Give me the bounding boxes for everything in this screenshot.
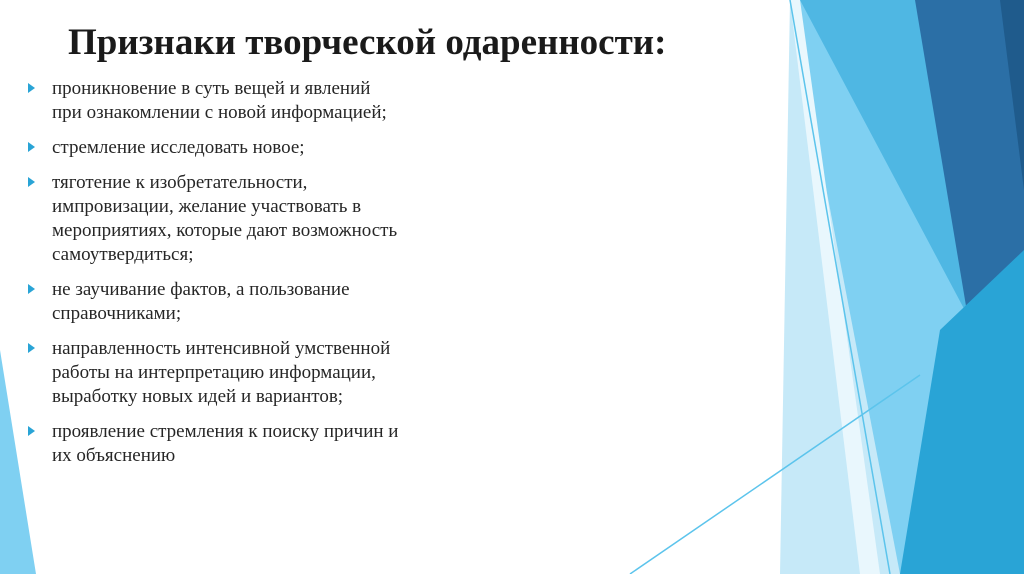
list-item: [28, 136, 468, 160]
list-item: [28, 171, 468, 267]
list-item: [28, 337, 468, 409]
list-item: [28, 77, 468, 125]
list-item-text: не заучивание фактов, а пользование справочниками;: [52, 279, 350, 324]
list-item: [28, 278, 468, 326]
bullet-list: [28, 77, 468, 479]
triangle-right-icon: [28, 343, 35, 353]
triangle-right-icon: [28, 426, 35, 436]
triangle-right-icon: [28, 284, 35, 294]
triangle-right-icon: [28, 177, 35, 187]
list-item-text: тяготение к изобретательности, импровизации, желание участвовать в мероприятиях, которые дают возможность самоутвердиться;: [52, 172, 398, 265]
triangle-right-icon: [28, 83, 35, 93]
list-item-text: стремление исследовать новое;: [52, 137, 305, 158]
page-title: Признаки творческой одаренности:: [68, 22, 667, 63]
list-item-text: проникновение в суть вещей и явлений при ознакомлении с новой информацией;: [52, 78, 387, 123]
list-item: [28, 420, 468, 468]
list-item-text: проявление стремления к поиску причин и их объяснению: [52, 421, 399, 466]
triangle-right-icon: [28, 142, 35, 152]
list-item-text: направленность интенсивной умственной работы на интерпретацию информации, выработку новых идей и вариантов;: [52, 338, 391, 407]
